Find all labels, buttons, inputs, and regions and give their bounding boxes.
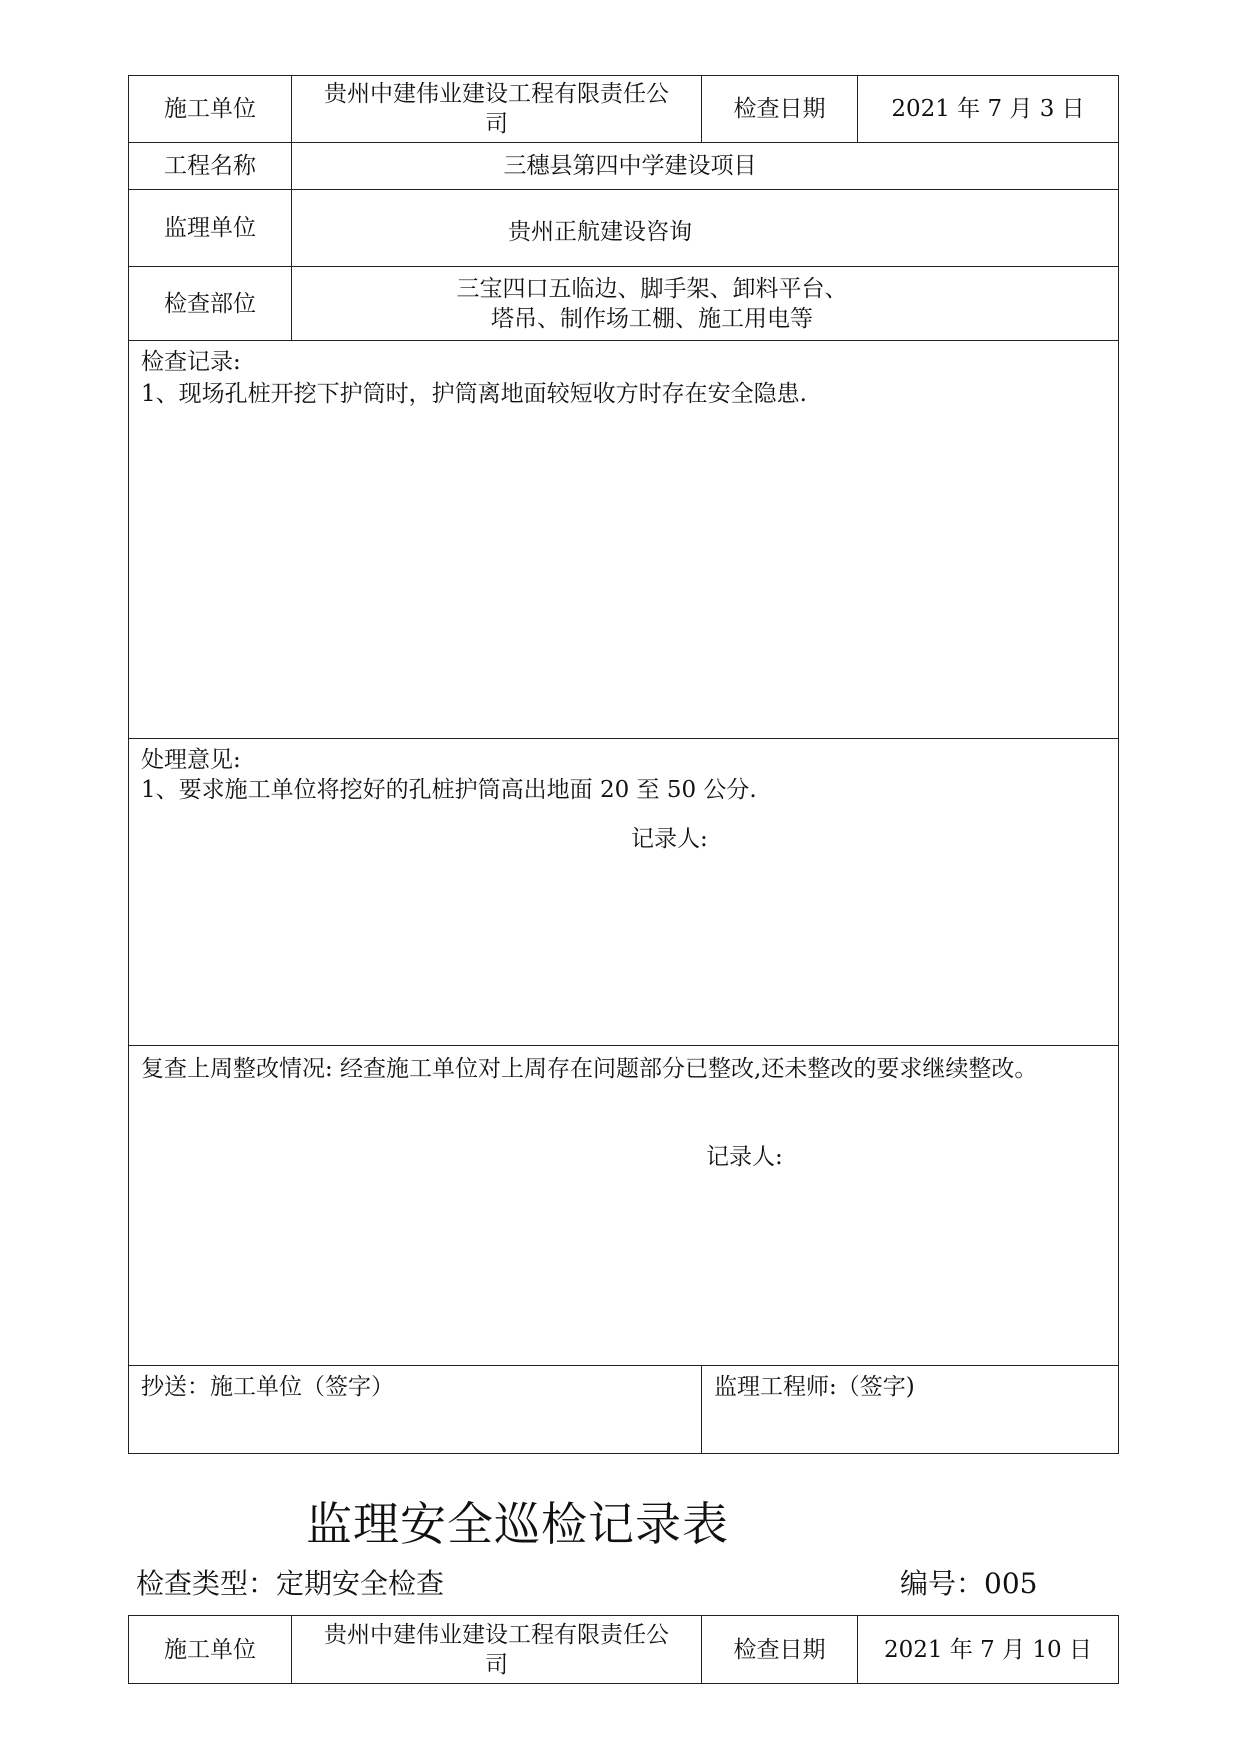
inspection-location-value xyxy=(292,267,1119,341)
inspection-location-line1: 三宝四口五临边、脚手架、卸料平台、 xyxy=(456,275,848,302)
project-name-label: 工程名称 xyxy=(129,143,292,190)
engineer-signature-cell xyxy=(702,1366,1119,1454)
table-row xyxy=(129,1366,1119,1454)
form-title: 监理安全巡检记录表 xyxy=(306,1497,729,1551)
supervisor-unit-value: 贵州正航建设咨询 xyxy=(292,190,1119,267)
table-row xyxy=(129,1046,1119,1366)
opinion-recorder-label: 记录人: xyxy=(631,826,708,852)
inspection-record-text: 1、现场孔桩开挖下护筒时，护筒离地面较短收方时存在安全隐患. xyxy=(141,381,807,407)
inspection-location-label: 检查部位 xyxy=(129,267,292,341)
inspection-date-label: 检查日期 xyxy=(702,1616,858,1684)
contractor-value-line1: 贵州中建伟业建设工程有限责任公 xyxy=(324,1621,669,1648)
review-recorder-label: 记录人: xyxy=(706,1144,783,1170)
supervisor-unit-label: 监理单位 xyxy=(129,190,292,267)
handling-opinion-label: 处理意见: xyxy=(141,747,241,773)
record-number: 编号：005 xyxy=(900,1567,1038,1600)
review-text: 复查上周整改情况: 经查施工单位对上周存在问题部分已整改,还未整改的要求继续整改。 xyxy=(141,1056,1038,1082)
contractor-value xyxy=(292,76,702,143)
contractor-label: 施工单位 xyxy=(129,76,292,143)
inspection-record-table xyxy=(128,75,1119,1454)
inspection-date-label: 检查日期 xyxy=(702,76,858,143)
check-type: 检查类型：定期安全检查 xyxy=(136,1567,445,1600)
contractor-value-line1: 贵州中建伟业建设工程有限责任公 xyxy=(324,81,669,107)
engineer-signature-label: 监理工程师:（签字) xyxy=(714,1374,915,1400)
contractor-value-line2: 司 xyxy=(485,1651,508,1678)
review-section xyxy=(129,1046,1119,1366)
contractor-label: 施工单位 xyxy=(129,1616,292,1684)
inspection-location-line2: 塔吊、制作场工棚、施工用电等 xyxy=(491,305,813,332)
table-row xyxy=(129,267,1119,341)
contractor-value-line2: 司 xyxy=(485,111,508,137)
cc-signature-label: 抄送：施工单位（签字） xyxy=(141,1374,394,1400)
inspection-date-value: 2021 年 7 月 10 日 xyxy=(858,1616,1119,1684)
contractor-value xyxy=(292,1616,702,1684)
handling-opinion-text: 1、要求施工单位将挖好的孔桩护筒高出地面 20 至 50 公分. xyxy=(141,777,757,803)
table-row xyxy=(129,1616,1119,1684)
inspection-record-label: 检查记录: xyxy=(141,349,241,375)
inspection-record-section xyxy=(129,341,1119,739)
handling-opinion-section xyxy=(129,739,1119,1046)
table-row xyxy=(129,190,1119,267)
table-row xyxy=(129,76,1119,143)
table-row xyxy=(129,341,1119,739)
table-row xyxy=(129,739,1119,1046)
inspection-record-table-2 xyxy=(128,1615,1119,1684)
project-name-value: 三穗县第四中学建设项目 xyxy=(292,143,1119,190)
cc-signature-cell xyxy=(129,1366,702,1454)
table-row xyxy=(129,143,1119,190)
inspection-date-value: 2021 年 7 月 3 日 xyxy=(858,76,1119,143)
